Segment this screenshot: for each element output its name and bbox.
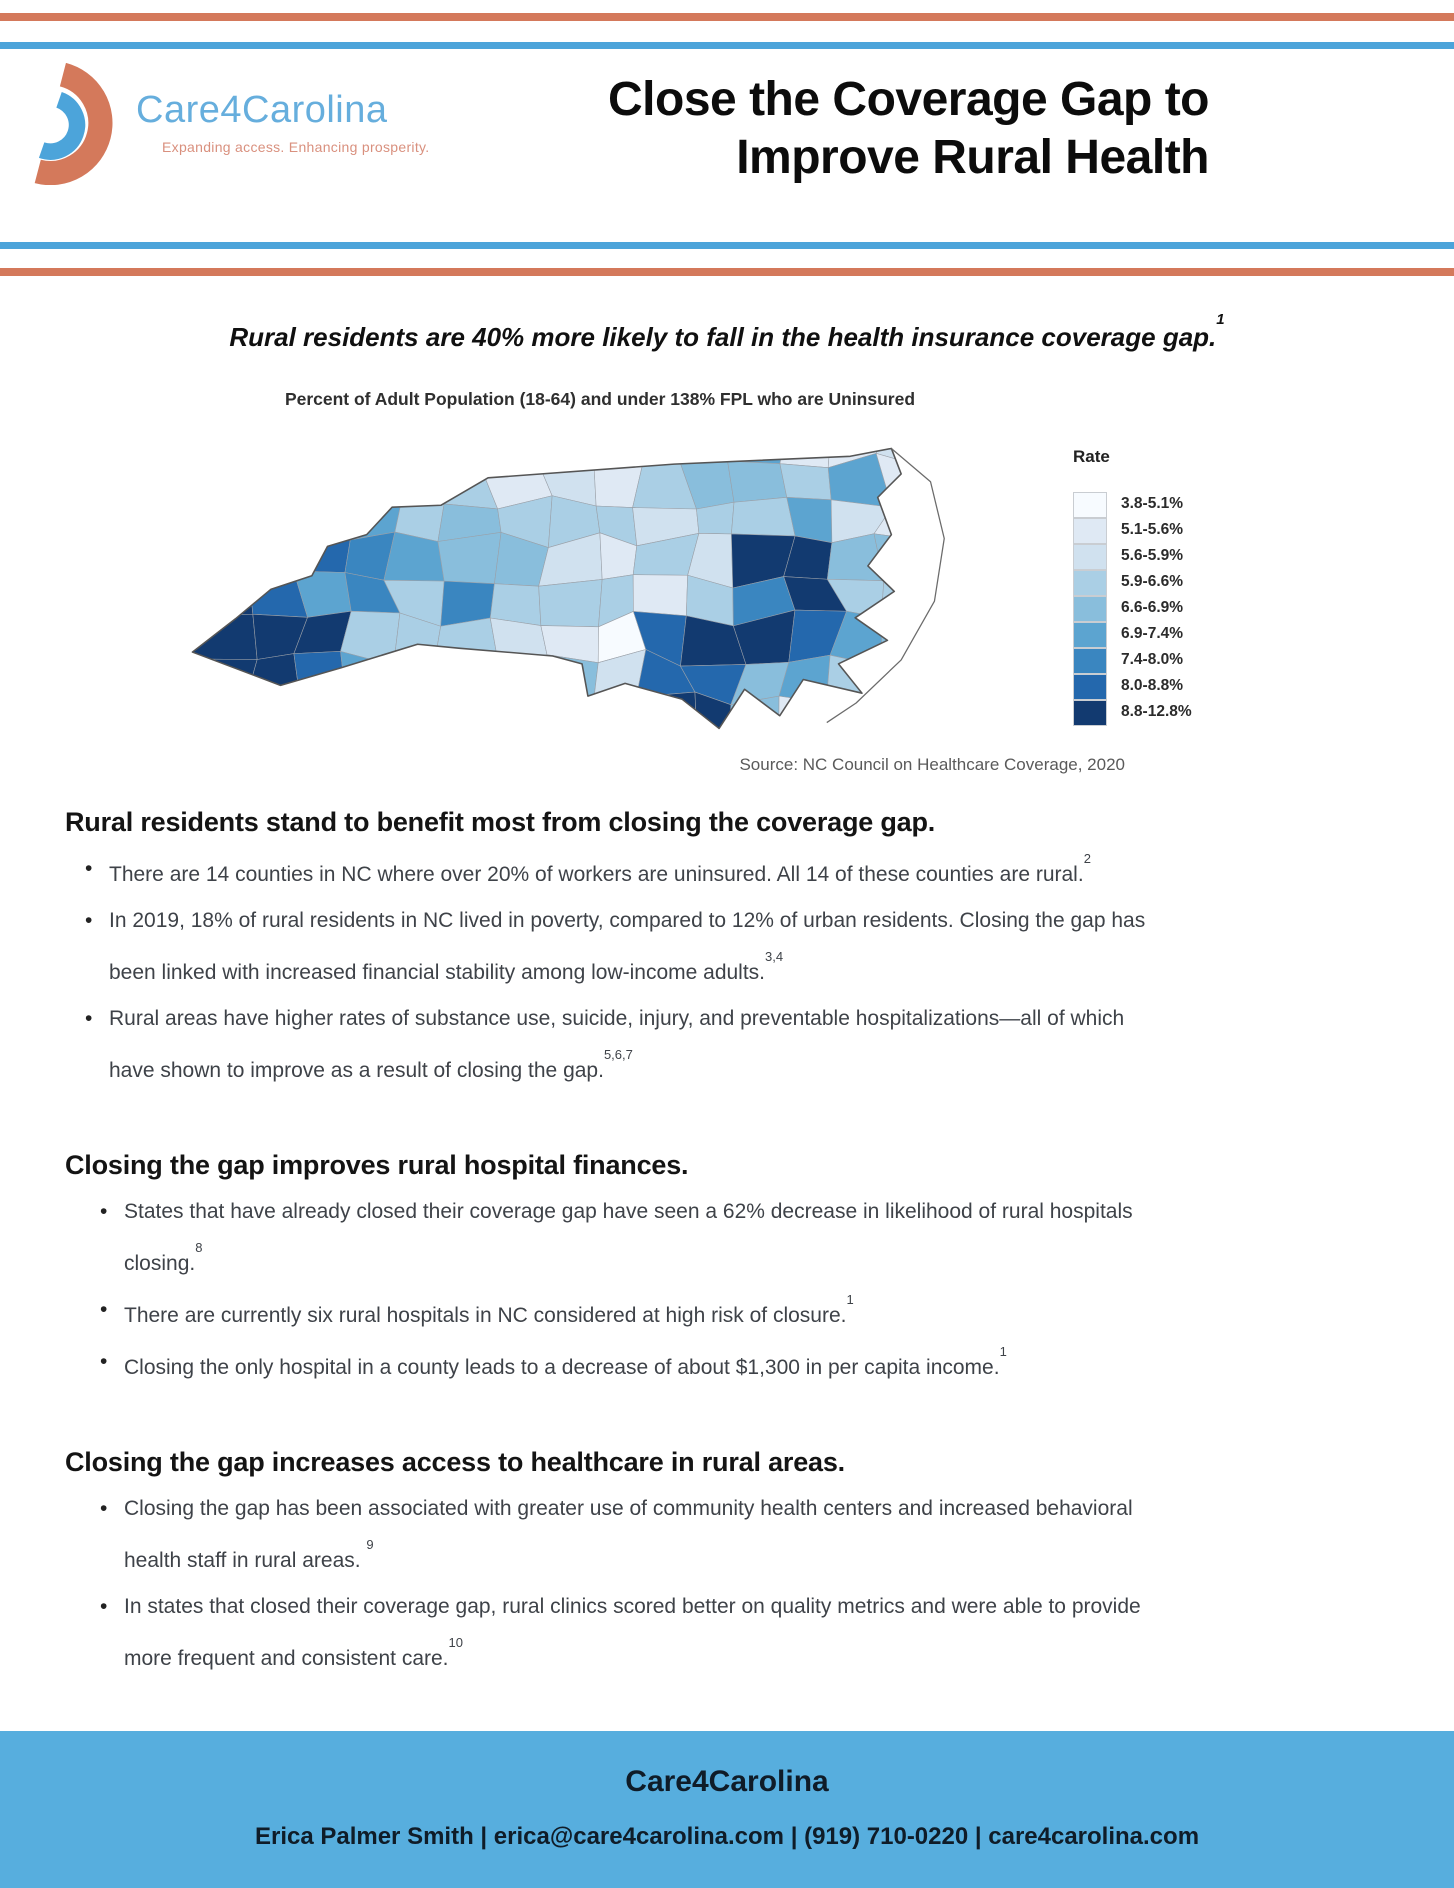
page-title [429, 63, 1454, 186]
section-benefit [65, 807, 1185, 1094]
footnote-ref: 10 [448, 1635, 463, 1650]
legend-swatch [1073, 544, 1107, 570]
bullet-text: States that have already closed their coverage gap have seen a 62% decrease in likelihood of rural hospitals closing.$^8$ [124, 1200, 1133, 1275]
key-statement [70, 311, 1384, 353]
top-accent-bar-blue [0, 42, 1454, 49]
legend-title: Rate [1073, 447, 1110, 466]
map-source: Source: NC Council on Healthcare Coverage, 2020 [739, 755, 1125, 774]
legend-row [1073, 699, 1223, 725]
header [0, 49, 1454, 242]
footnote-ref: 1 [846, 1292, 854, 1307]
list-item [65, 996, 1185, 1094]
legend-row [1073, 595, 1223, 621]
bullet-icon: • [100, 1497, 108, 1520]
map-title: Percent of Adult Population (18-64) and under 138% FPL who are Uninsured [284, 389, 916, 409]
bullet-icon: • [85, 1007, 93, 1030]
bullet-text: Closing the only hospital in a county leads to a decrease of about $1,300 in per capita income.$^1$ [124, 1344, 1007, 1379]
legend-items [1073, 491, 1223, 725]
bullet-text: Closing the gap has been associated with greater use of community health centers and increased behavioral health staff in rural areas. $^9$ [124, 1497, 1133, 1572]
legend-label: 5.1-5.6% [1121, 521, 1184, 538]
bullet-icon: • [85, 909, 93, 932]
top-accent-bar-orange [0, 13, 1454, 21]
legend-label: 5.6-5.9% [1121, 547, 1184, 564]
legend-row [1073, 569, 1223, 595]
list-item [65, 1189, 1185, 1287]
nc-uninsured-map-figure [65, 389, 1315, 779]
section-heading: Rural residents stand to benefit most from closing the coverage gap. [65, 807, 936, 837]
legend-row [1073, 621, 1223, 647]
north-carolina-choropleth-map [165, 417, 1095, 755]
legend-swatch [1073, 648, 1107, 674]
legend-row [1073, 647, 1223, 673]
list-item [65, 1287, 1185, 1339]
legend-swatch [1073, 518, 1107, 544]
divider-bar-blue [0, 242, 1454, 249]
bullet-icon: • [85, 857, 93, 880]
legend-label: 7.4-8.0% [1121, 651, 1184, 668]
legend-label: 6.9-7.4% [1121, 625, 1184, 642]
bullet-text: There are 14 counties in NC where over 20% of workers are uninsured. All 14 of these counties are rural.$^2$ [109, 851, 1091, 886]
list-item [65, 1339, 1185, 1391]
legend-swatch [1073, 570, 1107, 596]
footer [0, 1731, 1454, 1888]
care4carolina-swirl-icon [30, 63, 122, 185]
legend-label: 8.8-12.8% [1121, 703, 1192, 720]
divider-bar-orange [0, 268, 1454, 276]
bullet-text: Rural areas have higher rates of substance use, suicide, injury, and preventable hospitalizations—all of which have shown to improve as a result of closing the gap.$^{5,6,7}$ [109, 1007, 1125, 1082]
key-statement-text: Rural residents are 40% more likely to fall in the health insurance coverage gap. [229, 322, 1217, 352]
key-statement-footnote: 1 [1216, 311, 1225, 329]
legend-swatch [1073, 674, 1107, 700]
logo-wordmark: Care4Carolina [136, 89, 388, 131]
list-item [65, 846, 1185, 898]
bullet-text: There are currently six rural hospitals in NC considered at high risk of closure.$^1$ [124, 1292, 854, 1327]
section-access [65, 1447, 1185, 1682]
footer-contact-line: Erica Palmer Smith | erica@care4carolina.com | (919) 710-0220 | care4carolina.com [254, 1823, 1200, 1850]
footnote-ref: 3,4 [765, 949, 784, 964]
logo-text-block [122, 63, 429, 155]
list-item [65, 1486, 1185, 1584]
bullet-icon: • [100, 1595, 108, 1618]
legend-swatch [1073, 622, 1107, 648]
footnote-ref: 8 [195, 1240, 203, 1255]
footnote-ref: 2 [1083, 851, 1091, 866]
bullet-icon: • [100, 1350, 108, 1373]
bullet-icon: • [100, 1298, 108, 1321]
list-item [65, 1584, 1185, 1682]
legend-label: 6.6-6.9% [1121, 599, 1184, 616]
page-title-line2: Improve Rural Health [736, 130, 1209, 184]
footnote-ref: 1 [999, 1344, 1007, 1359]
legend-label: 3.8-5.1% [1121, 495, 1184, 512]
bullet-text: In 2019, 18% of rural residents in NC lived in poverty, compared to 12% of urban residents. Closing the gap has been linked with increased financial stability among low-income adults.$^{3,4}$ [109, 909, 1146, 984]
logo-tagline: Expanding access. Enhancing prosperity. [162, 139, 430, 155]
legend-row [1073, 673, 1223, 699]
legend-label: 5.9-6.6% [1121, 573, 1184, 590]
legend-label: 8.0-8.8% [1121, 677, 1184, 694]
list-item [65, 898, 1185, 996]
legend-swatch [1073, 596, 1107, 622]
legend-swatch [1073, 700, 1107, 726]
page-title-line1: Close the Coverage Gap to [608, 73, 1209, 126]
footer-org-name: Care4Carolina [625, 1765, 829, 1798]
legend-row [1073, 517, 1223, 543]
map-legend [1073, 447, 1223, 725]
care4carolina-logo [30, 63, 429, 185]
bullet-text: In states that closed their coverage gap, rural clinics scored better on quality metrics and were able to provide more frequent and consistent care.$^{10}$ [124, 1595, 1141, 1670]
section-heading: Closing the gap increases access to healthcare in rural areas. [65, 1447, 845, 1477]
footnote-ref: 5,6,7 [603, 1047, 633, 1062]
footnote-ref: 9 [366, 1537, 374, 1552]
legend-swatch [1073, 492, 1107, 518]
legend-row [1073, 543, 1223, 569]
legend-row [1073, 491, 1223, 517]
section-hospital-finances [65, 1150, 1185, 1391]
section-heading: Closing the gap improves rural hospital finances. [65, 1150, 689, 1180]
bullet-icon: • [100, 1200, 108, 1223]
